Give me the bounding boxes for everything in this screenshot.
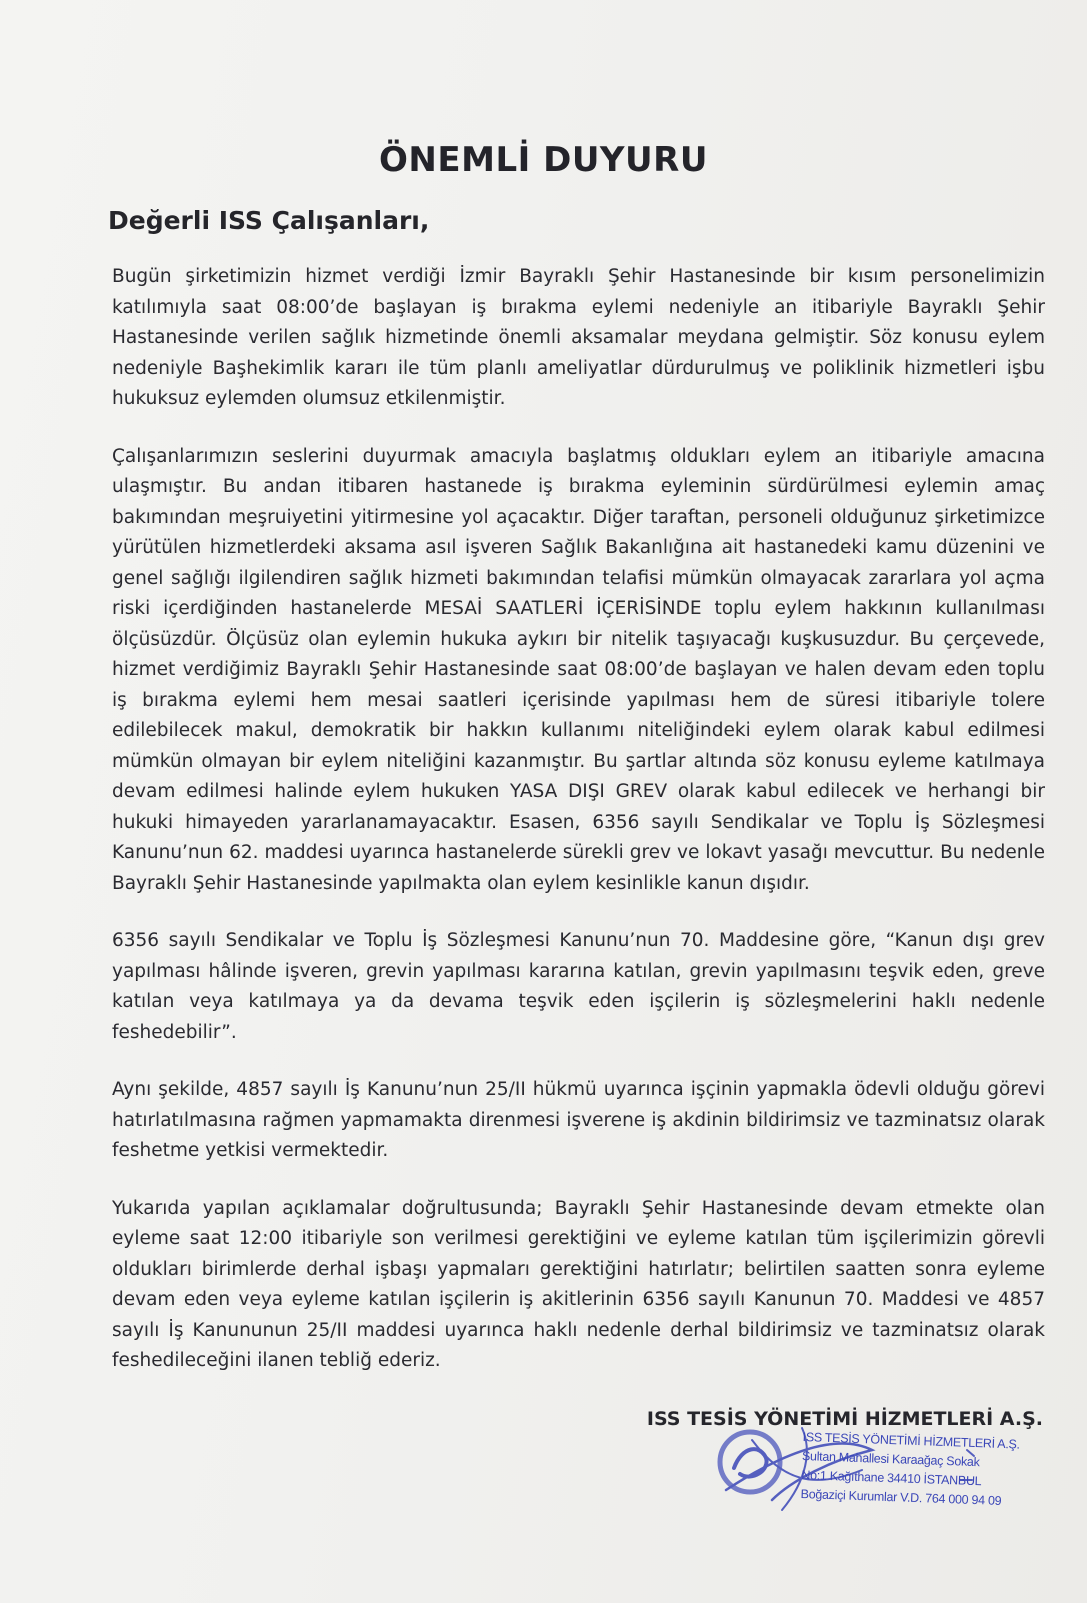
stamp-line-1: ISS TESİS YÖNETİMİ HİZMETLERİ A.Ş. [802, 1429, 1020, 1452]
paragraph-5: Yukarıda yapılan açıklamalar doğrultusunda; Bayraklı Şehir Hastanesinde devam etmekte olan eyleme saat 12:00 itibariyle son verilmesi gerektiğini ve eyleme katılan tüm işçilerimizin görevli oldukları birimlerde derhal işbaşı yapmaları gerektiğini hatırlatır; belirtilen saatten sonra eyleme devam eden veya eyleme katılan işçilerin iş akitlerinin 6356 sayılı Kanunun 70. Maddesi ve 4857 sayılı İş Kanununun 25/II maddesi uyarınca haklı nedenle derhal bildirimsiz ve tazminatsız olarak feshedileceğini ilanen tebliğ ederiz. [112, 1197, 1045, 1371]
paragraph-4: Aynı şekilde, 4857 sayılı İş Kanunu’nun 25/II hükmü uyarınca işçinin yapmakla ödevli olduğu görevi hatırlatılmasına rağmen yapmamakta direnmesi işverene iş akdinin bildirimsiz ve tazminatsız olarak feshetme yetkisi vermektedir. [112, 1079, 1045, 1161]
paragraph-1: Bugün şirketimizin hizmet verdiği İzmir Bayraklı Şehir Hastanesinde bir kısım personelimizin katılımıyla saat 08:00’de başlayan iş bırakma eylemi nedeniyle an itibariyle Bayraklı Şehir Hastanesinde verilen sağlık hizmetinde önemli aksamalar meydana gelmiştir. Söz konusu eylem nedeniyle Başhekimlik kararı ile tüm planlı ameliyatlar dürdurulmuş ve poliklinik hizmetleri işbu hukuksuz eylemden olumsuz etkilenmiştir. [112, 266, 1045, 409]
announcement-body [112, 262, 1045, 1404]
stamp-line-3: No:1 Kağıthane 34410 İSTANBUL [801, 1467, 982, 1489]
stamp-text [800, 1428, 1020, 1511]
announcement-title: ÖNEMLİ DUYURU [379, 140, 708, 180]
paragraph-3: 6356 sayılı Sendikalar ve Toplu İş Sözleşmesi Kanunu’nun 70. Maddesine göre, “Kanun dışı grev yapılması hâlinde işveren, grevin yapılması kararına katılan, grevin yapılmasını teşvik eden, greve katılan veya katılmaya ya da devama teşvik eden işçilerin iş sözleşmelerini haklı nedenle feshedebilir”. [112, 930, 1045, 1043]
company-name: ISS TESİS YÖNETİMİ HİZMETLERİ A.Ş. [646, 1408, 1043, 1430]
stamp-line-4: Boğaziçi Kurumlar V.D. 764 000 94 09 [800, 1486, 1002, 1508]
greeting: Değerli ISS Çalışanları, [108, 206, 430, 235]
stamp-line-2: Sultan Mahallesi Karaağaç Sokak [801, 1448, 980, 1470]
paragraph-2: Çalışanlarımızın seslerini duyurmak amacıyla başlatmış oldukları eylem an itibariyle amacına ulaşmıştır. Bu andan itibaren hastanede iş bırakma eyleminin sürdürülmesi eylemin amaç bakımından meşruiyetini yitirmesine yol açacaktır. Diğer taraftan, personeli olduğunuz şirketimizce yürütülen hizmetlerdeki aksama asıl işveren Sağlık Bakanlığına ait hastanedeki kamu düzenini ve genel sağlığı ilgilendiren sağlık hizmeti bakımından telafisi mümkün olmayacak zararlara yol açma riski içerdiğinden hastanelerde MESAİ SAATLERİ İÇERİSİNDE toplu eylem hakkının kullanılması ölçüsüzdür. Ölçüsüz olan eylemin hukuka aykırı bir nitelik taşıyacağı kuşkusuzdur. Bu çerçevede, hizmet verdiğimiz Bayraklı Şehir Hastanesinde saat 08:00’de başlayan ve halen devam eden toplu iş bırakma eylemi hem mesai saatleri içerisinde yapılması hem de süresi itibariyle tolere edilebilecek makul, demokratik bir hakkın kullanımı niteliğindeki eylem olarak kabul edilmesi mümkün olmayan bir eylem niteliğini kazanmıştır. Bu şartlar altında söz konusu eyleme katılmaya devam edilmesi halinde eylem hukuken YASA DIŞI GREV olarak kabul edilecek ve herhangi bir hukuki himayeden yararlanamayacaktır. Esasen, 6356 sayılı Sendikalar ve Toplu İş Sözleşmesi Kanunu’nun 62. maddesi uyarınca hastanelerde sürekli grev ve lokavt yasağı mevcuttur. Bu nedenle Bayraklı Şehir Hastanesinde yapılmakta olan eylem kesinlikle kanun dışıdır. [112, 445, 1045, 894]
